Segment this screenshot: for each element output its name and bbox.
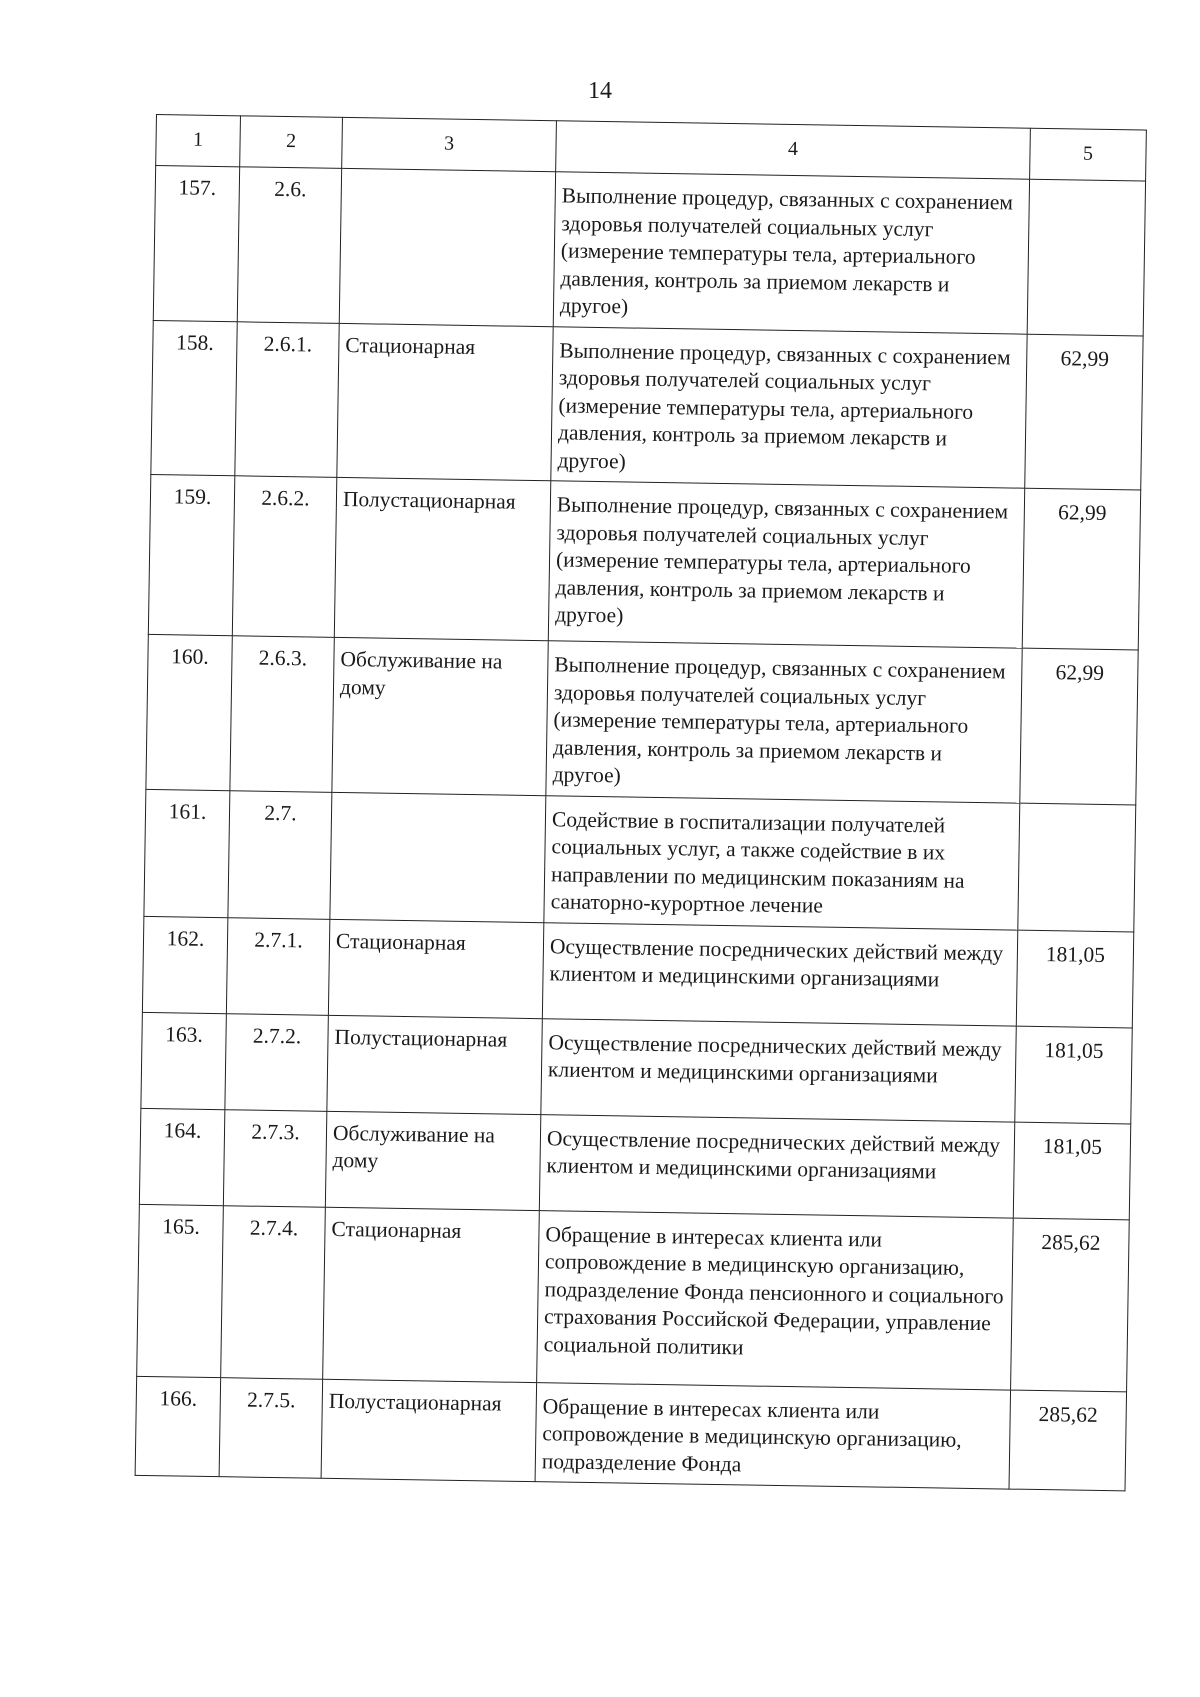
row-code: 2.7. [228, 790, 332, 919]
row-description: Выполнение процедур, связанных с сохранением здоровья получателей социальных услуг (измерение температуры тела, артериального давления, контроль за приемом лекарств и другое) [553, 172, 1029, 334]
row-number: 162. [142, 916, 227, 1013]
table-row [141, 1012, 1132, 1124]
row-number: 164. [139, 1108, 224, 1205]
row-number: 163. [141, 1012, 226, 1109]
row-code: 2.7.5. [219, 1377, 323, 1478]
row-price: 62,99 [1025, 334, 1143, 490]
row-service-form: Обслуживание на дому [325, 1111, 540, 1210]
row-code: 2.7.2. [225, 1013, 328, 1111]
row-code: 2.7.1. [226, 917, 329, 1015]
row-description: Осуществление посреднических действий между клиентом и медицинскими организациями [541, 1018, 1016, 1121]
row-description: Обращение в интересах клиента или сопровождение в медицинскую организацию, подразделение Фонда пенсионного и социального страхования Российской Федерации, управление социальной политики [537, 1210, 1014, 1389]
table-row [153, 166, 1145, 336]
row-service-form: Обслуживание на дому [332, 637, 548, 795]
row-price: 285,62 [1009, 1390, 1127, 1491]
table-row [135, 1376, 1126, 1491]
services-table [135, 114, 1147, 1491]
row-service-form: Стационарная [337, 323, 553, 481]
table-row [148, 474, 1140, 650]
column-header-1: 1 [156, 115, 241, 167]
row-service-form: Стационарная [328, 919, 543, 1018]
row-description: Осуществление посреднических действий между клиентом и медицинскими организациями [539, 1114, 1014, 1217]
row-code: 2.6.3. [230, 636, 334, 792]
row-price: 62,99 [1022, 488, 1140, 650]
table-row [151, 320, 1143, 490]
row-number: 161. [144, 789, 230, 917]
row-price: 62,99 [1020, 648, 1138, 804]
row-code: 2.7.4. [221, 1205, 326, 1379]
column-header-4: 4 [556, 121, 1031, 179]
row-number: 158. [151, 320, 237, 476]
row-service-form [339, 168, 555, 326]
row-price: 181,05 [1016, 930, 1133, 1028]
table-row [146, 634, 1138, 804]
row-description: Выполнение процедур, связанных с сохранением здоровья получателей социальных услуг (измерение температуры тела, артериального давления, контроль за приемом лекарств и другое) [546, 641, 1022, 803]
column-header-2: 2 [240, 116, 343, 169]
row-service-form: Стационарная [323, 1207, 540, 1382]
row-code: 2.6.2. [232, 476, 337, 638]
row-number: 166. [135, 1376, 221, 1477]
row-number: 165. [137, 1204, 224, 1377]
table-row [142, 916, 1133, 1028]
table-row [139, 1108, 1130, 1220]
table-row [137, 1204, 1130, 1392]
row-number: 160. [146, 634, 232, 790]
table-row [144, 789, 1136, 932]
column-header-5: 5 [1030, 128, 1147, 181]
row-price [1027, 179, 1145, 335]
row-number: 159. [148, 474, 235, 635]
row-service-form: Полустационарная [327, 1015, 542, 1114]
row-service-form: Полустационарная [334, 477, 550, 640]
row-number: 157. [153, 166, 239, 322]
row-description: Выполнение процедур, связанных с сохранением здоровья получателей социальных услуг (измерение температуры тела, артериального давления, контроль за приемом лекарств и другое) [551, 326, 1027, 488]
row-price: 181,05 [1013, 1122, 1130, 1220]
page-number: 14 [588, 78, 612, 104]
row-description: Обращение в интересах клиента или сопровождение в медицинскую организацию, подразделение Фонда [535, 1382, 1011, 1489]
row-service-form: Полустационарная [321, 1379, 537, 1482]
row-code: 2.7.3. [223, 1109, 326, 1207]
row-price: 285,62 [1011, 1218, 1130, 1392]
row-description: Выполнение процедур, связанных с сохранением здоровья получателей социальных услуг (измерение температуры тела, артериального давления, контроль за приемом лекарств и другое) [548, 481, 1024, 648]
column-header-3: 3 [342, 117, 557, 171]
row-description: Осуществление посреднических действий между клиентом и медицинскими организациями [542, 922, 1017, 1025]
row-price [1018, 803, 1136, 932]
row-code: 2.6.1. [235, 321, 339, 477]
row-code: 2.6. [237, 167, 341, 323]
row-service-form [330, 792, 546, 922]
row-price: 181,05 [1015, 1026, 1132, 1124]
row-description: Содействие в госпитализации получателей социальных услуг, а также содействие в их направлении по медицинским показаниям на санаторно-курортное лечение [544, 795, 1020, 929]
